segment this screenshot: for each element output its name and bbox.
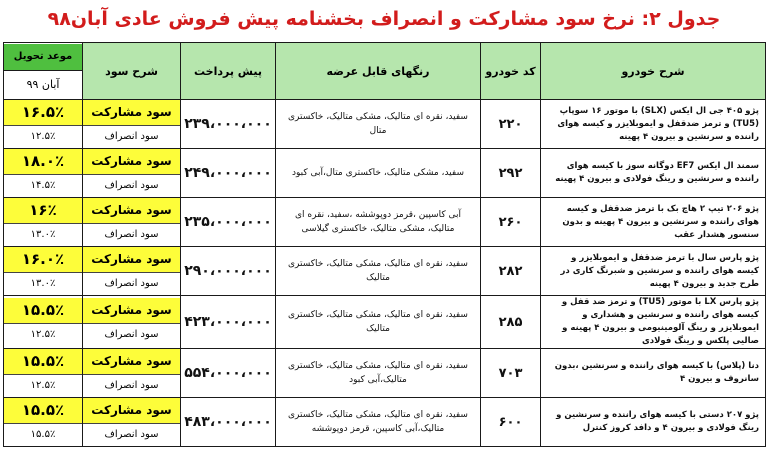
profit-labels [83,349,181,398]
profit-labels [83,296,181,349]
rates [4,198,83,247]
header-delivery [4,43,83,100]
available-colors: سفید، نقره ای متالیک، مشکی متالیک، خاکستری متال [276,100,481,149]
cancel-rate: ۱۲.۵٪ [4,126,82,148]
down-payment: ۴۲۳،۰۰۰،۰۰۰ [181,296,276,349]
car-model: پژو ۲۰۷ دستی با کیسه هوای راننده و سرنشین و رینگ فولادی و بیرون ۴ و دافد کروز کنترل [541,398,766,447]
car-model: سمند ال ایکس EF7 دوگانه سوز با کیسه هوای راننده و سرنشین و رینگ فولادی و بیرون ۴ پهینه [541,149,766,198]
available-colors: سفید، نقره ای متالیک، مشکی متالیک، خاکستری متالیک [276,247,481,296]
header-payment: پیش پرداخت [181,43,276,100]
rates [4,100,83,149]
profit-label: سود مشارکت [83,247,180,273]
cancel-label: سود انصراف [83,224,180,246]
header-delivery-date: آبان ۹۹ [4,71,82,99]
rates [4,296,83,349]
profit-label: سود مشارکت [83,149,180,175]
profit-rate: ۱۵.۵٪ [4,398,82,424]
table-row [4,398,766,447]
cancel-label: سود انصراف [83,126,180,148]
down-payment: ۲۹۰،۰۰۰،۰۰۰ [181,247,276,296]
header-profit-desc: شرح سود [83,43,181,100]
car-model: پژو پارس سال با ترمز ضدقفل و ایموبلایزر و کیسه هوای راننده و سرنشین و شبرنگ کاری در طرح جدید و بیرون ۴ پهینه [541,247,766,296]
profit-labels [83,198,181,247]
profit-label: سود مشارکت [83,198,180,224]
header-row [4,43,766,100]
cancel-rate: ۱۲.۵٪ [4,324,82,346]
cancel-label: سود انصراف [83,273,180,295]
down-payment: ۲۳۹،۰۰۰،۰۰۰ [181,100,276,149]
profit-rate: ۱۵.۵٪ [4,298,82,324]
down-payment: ۲۴۹،۰۰۰،۰۰۰ [181,149,276,198]
rates [4,149,83,198]
page-title: جدول ۲: نرخ سود مشارکت و انصراف بخشنامه پیش فروش عادی آبان۹۸ [47,8,721,30]
available-colors: آبی کاسپین ،قرمز دوپوششه ،سفید، نقره ای متالیک، مشکی متالیک، خاکستری گیلاسی [276,198,481,247]
car-model: پژو ۴۰۵ جی ال ایکس (SLX) با موتور ۱۶ سوپاپ (TU5) و ترمز ضدقفل و ایموبلایزر و کیسه هوای راننده و سرنشین و بیرون ۴ پهینه [541,100,766,149]
profit-rate: ۱۸.۰٪ [4,149,82,175]
profit-label: سود مشارکت [83,349,180,375]
presale-table [3,42,766,447]
car-model: دنا (پلاس) با کیسه هوای راننده و سرنشین ،بدون سانروف و بیرون ۴ [541,349,766,398]
profit-label: سود مشارکت [83,398,180,424]
car-code: ۷۰۳ [481,349,541,398]
down-payment: ۵۵۴،۰۰۰،۰۰۰ [181,349,276,398]
cancel-label: سود انصراف [83,375,180,397]
cancel-rate: ۱۲.۵٪ [4,375,82,397]
rates [4,398,83,447]
car-code: ۲۸۲ [481,247,541,296]
cancel-rate: ۱۵.۵٪ [4,424,82,446]
table-row [4,100,766,149]
down-payment: ۴۸۳،۰۰۰،۰۰۰ [181,398,276,447]
header-delivery-label: موعد تحویل [4,44,82,71]
profit-rate: ۱۵.۵٪ [4,349,82,375]
available-colors: سفید، نقره ای متالیک، مشکی متالیک، خاکستری متالیک [276,296,481,349]
profit-label: سود مشارکت [83,100,180,126]
car-code: ۲۶۰ [481,198,541,247]
cancel-label: سود انصراف [83,424,180,446]
profit-rate: ۱۶.۰٪ [4,247,82,273]
table-row [4,247,766,296]
cancel-rate: ۱۳.۰٪ [4,224,82,246]
profit-labels [83,149,181,198]
profit-label: سود مشارکت [83,298,180,324]
table-row [4,149,766,198]
cancel-rate: ۱۳.۰٪ [4,273,82,295]
header-code: کد خودرو [481,43,541,100]
car-code: ۲۸۵ [481,296,541,349]
available-colors: سفید، نقره ای متالیک، مشکی متالیک، خاکستری متالیک،آبی کاسپین، قرمز دوپوششه [276,398,481,447]
car-model: پژو پارس LX با موتور (TU5) و ترمز ضد قفل و کیسه هوای راننده و سرنشین و هشداری و ایموبلایزر و رینگ آلومینیومی و بیرون ۴ پهینه و صالیی پلکس و رینگ فولادی [541,296,766,349]
profit-rate: ۱۶.۵٪ [4,100,82,126]
header-colors: رنگهای قابل عرضه [276,43,481,100]
table-row [4,349,766,398]
down-payment: ۲۳۵،۰۰۰،۰۰۰ [181,198,276,247]
table-row [4,296,766,349]
rates [4,247,83,296]
car-code: ۲۹۲ [481,149,541,198]
profit-labels [83,398,181,447]
cancel-label: سود انصراف [83,324,180,346]
profit-rate: ۱۶٪ [4,198,82,224]
car-code: ۲۲۰ [481,100,541,149]
car-code: ۶۰۰ [481,398,541,447]
header-model: شرح خودرو [541,43,766,100]
rates [4,349,83,398]
car-model: پژو ۲۰۶ تیپ ۲ هاچ بک با ترمز ضدقفل و کیسه هوای راننده و سرنشین و بیرون ۴ پهینه و بدون سنسور هشدار عقب [541,198,766,247]
cancel-rate: ۱۴.۵٪ [4,175,82,197]
available-colors: سفید، نقره ای متالیک، مشکی متالیک، خاکستری متالیک،آبی کبود [276,349,481,398]
profit-labels [83,100,181,149]
available-colors: سفید، مشکی متالیک، خاکستری متال،آبی کبود [276,149,481,198]
profit-labels [83,247,181,296]
cancel-label: سود انصراف [83,175,180,197]
table-row [4,198,766,247]
